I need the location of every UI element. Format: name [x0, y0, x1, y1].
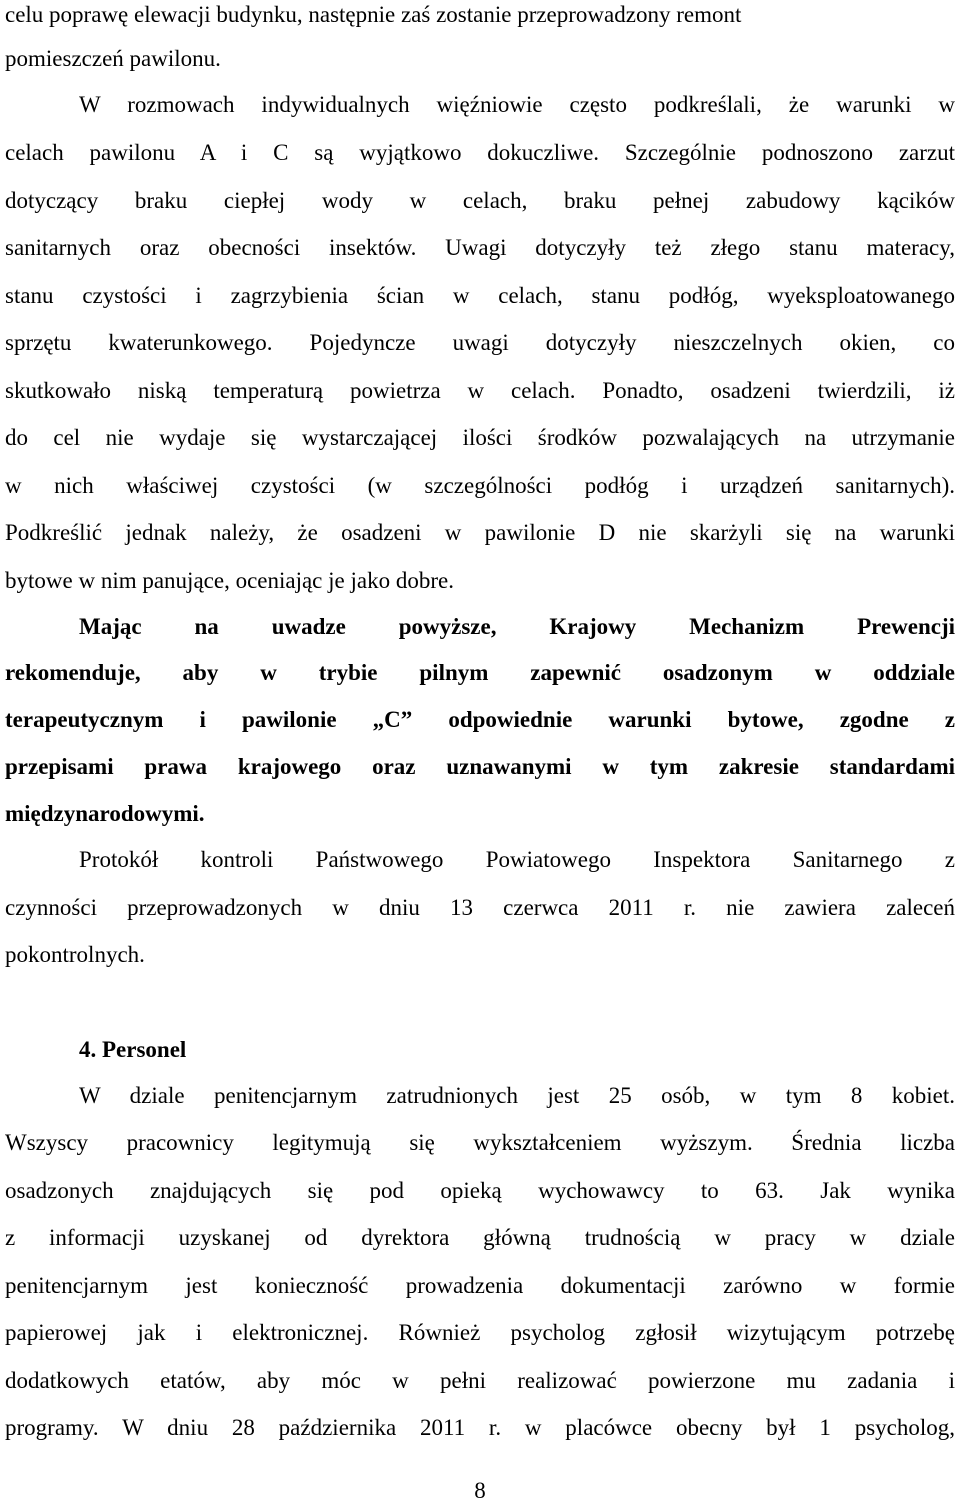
text-line: Mając na uwadze powyższe, Krajowy Mechanizm Prewencji	[79, 614, 955, 639]
text-line: dodatkowych etatów, aby móc w pełni realizować powierzone mu zadania i	[5, 1368, 955, 1393]
text-line: pokontrolnych.	[5, 942, 145, 967]
text-line: W dziale penitencjarnym zatrudnionych jest 25 osób, w tym 8 kobiet.	[79, 1083, 955, 1108]
text-line: dotyczący braku ciepłej wody w celach, braku pełnej zabudowy kącików	[5, 188, 955, 213]
text-line: stanu czystości i zagrzybienia ścian w celach, stanu podłóg, wyeksploatowanego	[5, 283, 955, 308]
text-line: sprzętu kwaterunkowego. Pojedyncze uwagi dotyczyły nieszczelnych okien, co	[5, 330, 955, 355]
text-line: celu poprawę elewacji budynku, następnie zaś zostanie przeprowadzony remont	[5, 2, 742, 27]
text-line: w nich właściwej czystości (w szczególności podłóg i urządzeń sanitarnych).	[5, 473, 955, 498]
text-line: programy. W dniu 28 października 2011 r. w placówce obecny był 1 psycholog,	[5, 1415, 955, 1440]
text-line: czynności przeprowadzonych w dniu 13 czerwca 2011 r. nie zawiera zaleceń	[5, 895, 955, 920]
text-line: W rozmowach indywidualnych więźniowie często podkreślali, że warunki w	[79, 92, 955, 117]
text-line: bytowe w nim panujące, oceniając je jako dobre.	[5, 568, 454, 593]
text-line: papierowej jak i elektronicznej. Również psycholog zgłosił wizytującym potrzebę	[5, 1320, 955, 1345]
text-line: pomieszczeń pawilonu.	[5, 46, 221, 71]
text-line: przepisami prawa krajowego oraz uznawanymi w tym zakresie standardami	[5, 754, 955, 779]
text-line: sanitarnych oraz obecności insektów. Uwagi dotyczyły też złego stanu materacy,	[5, 235, 955, 260]
text-line: Protokół kontroli Państwowego Powiatowego Inspektora Sanitarnego z	[79, 847, 955, 872]
text-line: celach pawilonu A i C są wyjątkowo dokuczliwe. Szczególnie podnoszono zarzut	[5, 140, 955, 165]
text-line: terapeutycznym i pawilonie „C” odpowiednie warunki bytowe, zgodne z	[5, 707, 955, 732]
text-line: osadzonych znajdujących się pod opieką wychowawcy to 63. Jak wynika	[5, 1178, 955, 1203]
text-line: Wszyscy pracownicy legitymują się wykształceniem wyższym. Średnia liczba	[5, 1130, 955, 1155]
text-line: Podkreślić jednak należy, że osadzeni w pawilonie D nie skarżyli się na warunki	[5, 520, 955, 545]
text-line: rekomenduje, aby w trybie pilnym zapewnić osadzonym w oddziale	[5, 660, 955, 685]
text-line: skutkowało niską temperaturą powietrza w celach. Ponadto, osadzeni twierdzili, iż	[5, 378, 955, 403]
text-line: penitencjarnym jest konieczność prowadzenia dokumentacji zarówno w formie	[5, 1273, 955, 1298]
text-line: z informacji uzyskanej od dyrektora główną trudnością w pracy w dziale	[5, 1225, 955, 1250]
page-number: 8	[474, 1478, 486, 1503]
section-heading: 4. Personel	[79, 1037, 187, 1062]
text-line: do cel nie wydaje się wystarczającej ilości środków pozwalających na utrzymanie	[5, 425, 955, 450]
text-line: międzynarodowymi.	[5, 801, 205, 826]
